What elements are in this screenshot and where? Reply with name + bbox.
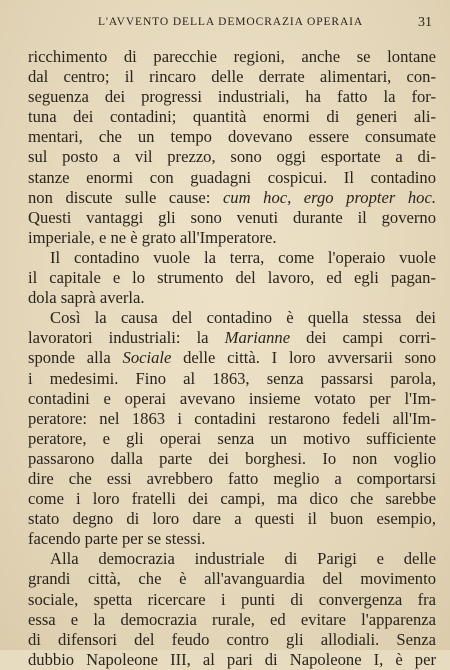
- text-line: mentari, che un tempo dovevano essere consumate: [28, 127, 436, 147]
- running-title: L'AVVENTO DELLA DEMOCRAZIA OPERAIA: [98, 16, 364, 28]
- text-line: sul posto a vil prezzo, sono oggi esportate a di-: [28, 147, 436, 167]
- text-run: dei campi corri-: [290, 328, 436, 348]
- text-line: ricchimento di parecchie regioni, anche se lontane: [28, 47, 436, 66]
- text-line: Così la causa del contadino è quella stessa dei: [50, 308, 436, 328]
- text-line: stato degno di loro dare a questi il buon esempio,: [28, 509, 436, 529]
- text-line: Questi vantaggi gli sono venuti durante il governo: [28, 207, 436, 227]
- text-line: di difensori del feudo contro gli allodiali. Senza: [28, 629, 436, 649]
- italic-text: Marianne: [224, 328, 291, 348]
- text-line: dubbio Napoleone III, al pari di Napoleone I, è per: [28, 649, 436, 669]
- text-line: dire che essi avrebbero fatto meglio a comportarsi: [28, 468, 436, 488]
- text-run: delle città. I loro avversarii sono: [171, 348, 436, 368]
- text-run: sponde alla: [28, 348, 123, 368]
- text-line: Il contadino vuole la terra, come l'operaio vuole: [50, 247, 436, 267]
- text-line: passarono dalla parte dei borghesi. Io non voglio: [28, 448, 436, 468]
- text-line: il capitale e lo strumento del lavoro, ed egli pagan-: [28, 268, 436, 288]
- text-line: [28, 188, 436, 208]
- page-number: 31: [418, 15, 432, 30]
- text-line: stanze enormi con guadagni cospicui. Il contadino: [28, 167, 436, 187]
- text-line: seguenza dei progressi industriali, ha fatto la for-: [28, 87, 436, 107]
- text-line: tuna dei contadini; quantità enormi di generi ali-: [28, 107, 436, 127]
- italic-text: cum hoc, ergo propter hoc.: [222, 187, 436, 207]
- text-run: lavoratori industriali: la: [28, 328, 225, 348]
- italic-text: Sociale: [122, 348, 172, 368]
- page-header: [58, 16, 432, 36]
- body-text: [28, 47, 436, 670]
- text-line: contadini e operai avevano insieme votato per l'Im-: [28, 388, 436, 408]
- text-line: [28, 328, 436, 348]
- text-line: peratore, e gli operai senza un motivo sufficiente: [28, 428, 436, 448]
- text-line: Alla democrazia industriale di Parigi e delle: [50, 549, 436, 569]
- text-line: peratore: nel 1863 i contadini restarono fedeli all'Im-: [28, 408, 436, 428]
- text-line: [28, 348, 436, 368]
- text-line: sociale, spetta ricercare i punti di convergenza fra: [28, 589, 436, 609]
- text-line: essa e la democrazia rurale, ed evitare l'apparenza: [28, 609, 436, 629]
- text-line: imperiale, e ne è grato all'Imperatore.: [28, 227, 277, 247]
- text-line: dola saprà averla.: [28, 288, 145, 308]
- text-line: i medesimi. Fino al 1863, senza passarsi parola,: [28, 368, 436, 388]
- text-line: facendo parte per se stessi.: [28, 529, 206, 549]
- text-line: come i loro fratelli dei campi, ma dico che sarebbe: [28, 489, 436, 509]
- text-line: grandi città, che è all'avanguardia del movimento: [28, 569, 436, 589]
- text-line: dal centro; il rincaro delle derrate alimentari, con-: [28, 67, 436, 87]
- text-run: non discute sulle cause:: [28, 187, 223, 207]
